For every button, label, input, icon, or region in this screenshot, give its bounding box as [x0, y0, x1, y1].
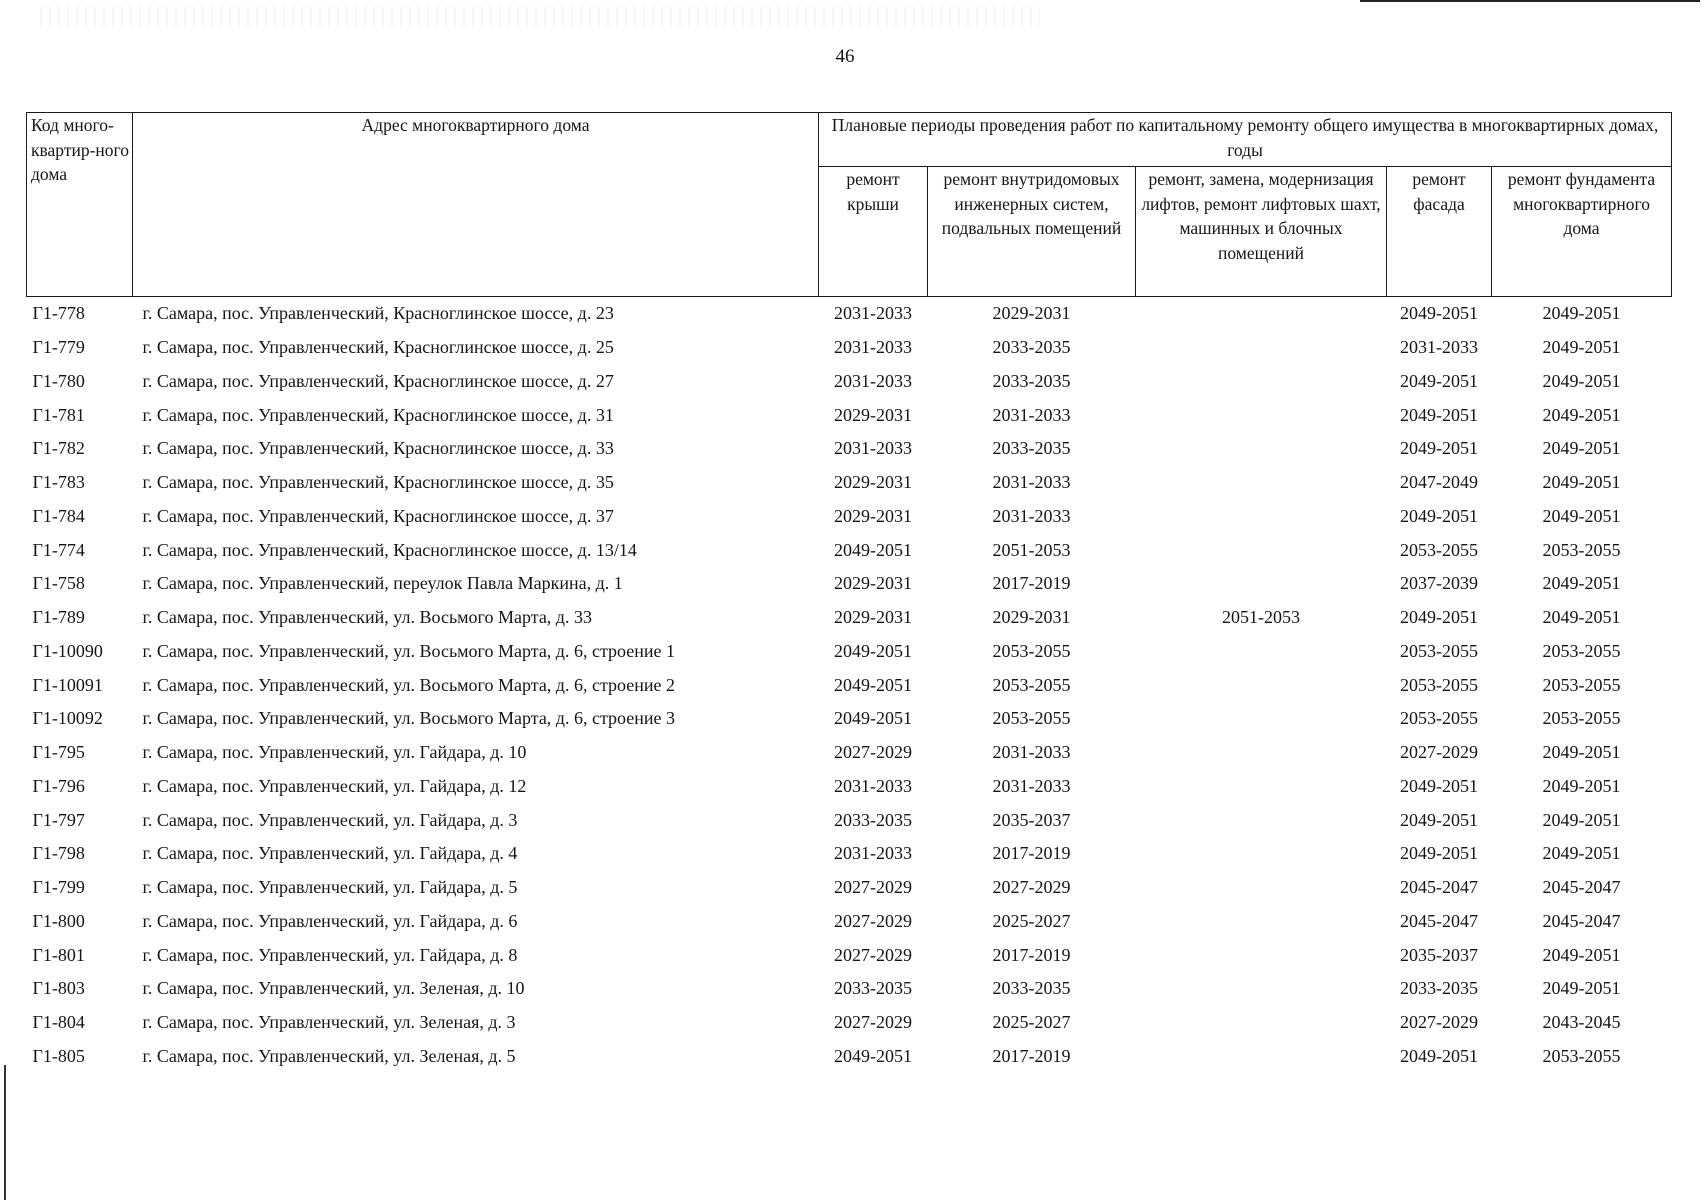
cell-lifts	[1136, 736, 1387, 770]
cell-roof: 2027-2029	[834, 910, 912, 931]
cell-foundation: 2049-2051	[1542, 742, 1621, 763]
header-roof-label: ремонт крыши	[846, 169, 900, 214]
cell-facade: 2049-2051	[1400, 505, 1478, 526]
cell-roof: 2049-2051	[834, 640, 912, 661]
cell-systems: 2033-2035	[992, 438, 1071, 459]
table-row	[27, 972, 1672, 1006]
cell-lifts: 2051-2053	[1222, 607, 1300, 628]
table-row	[27, 331, 1672, 365]
cell-roof: 2049-2051	[834, 539, 912, 560]
cell-roof: 2049-2051	[834, 708, 912, 729]
cell-foundation: 2053-2055	[1542, 708, 1621, 729]
cell-facade: 2045-2047	[1400, 877, 1478, 898]
table-row	[27, 668, 1672, 702]
cell-address: г. Самара, пос. Управленческий, ул. Гайдара, д. 12	[142, 775, 527, 796]
cell-systems: 2017-2019	[992, 573, 1071, 594]
table-header	[27, 113, 1672, 297]
cell-lifts	[1136, 803, 1387, 837]
cell-facade: 2049-2051	[1400, 843, 1478, 864]
cell-lifts	[1136, 770, 1387, 804]
cell-lifts	[1136, 331, 1387, 365]
cell-lifts	[1136, 702, 1387, 736]
table-row	[27, 297, 1672, 331]
table-row	[27, 702, 1672, 736]
cell-roof: 2027-2029	[834, 1012, 912, 1033]
cell-systems: 2029-2031	[992, 607, 1071, 628]
cell-facade: 2045-2047	[1400, 910, 1478, 931]
cell-facade: 2053-2055	[1400, 539, 1478, 560]
table-row	[27, 736, 1672, 770]
cell-roof: 2031-2033	[834, 303, 912, 324]
cell-code: Г1-796	[32, 775, 85, 796]
cell-systems: 2031-2033	[992, 404, 1071, 425]
cell-code: Г1-799	[32, 877, 85, 898]
cell-roof: 2033-2035	[834, 978, 912, 999]
cell-systems: 2031-2033	[992, 472, 1071, 493]
cell-foundation: 2049-2051	[1542, 775, 1621, 796]
header-periods	[819, 113, 1672, 167]
cell-address: г. Самара, пос. Управленческий, ул. Гайдара, д. 3	[142, 809, 518, 830]
cell-lifts	[1136, 1040, 1387, 1074]
cell-facade: 2037-2039	[1400, 573, 1478, 594]
cell-roof: 2027-2029	[834, 944, 912, 965]
cell-code: Г1-805	[32, 1045, 85, 1066]
scan-edge-line	[1360, 0, 1700, 2]
cell-roof: 2029-2031	[834, 607, 912, 628]
header-facade	[1387, 167, 1492, 297]
cell-address: г. Самара, пос. Управленческий, ул. Гайдара, д. 6	[142, 910, 518, 931]
header-periods-label: Плановые периоды проведения работ по капитальному ремонту общего имущества в многоквартирных домах, годы	[831, 115, 1659, 160]
table-row	[27, 871, 1672, 905]
cell-facade: 2035-2037	[1400, 944, 1478, 965]
cell-lifts	[1136, 500, 1387, 534]
cell-foundation: 2049-2051	[1542, 404, 1621, 425]
table-row	[27, 938, 1672, 972]
cell-code: Г1-797	[32, 809, 85, 830]
cell-code: Г1-10091	[32, 674, 103, 695]
cell-facade: 2049-2051	[1400, 303, 1478, 324]
cell-code: Г1-781	[32, 404, 85, 425]
header-code	[27, 113, 133, 297]
cell-foundation: 2043-2045	[1542, 1012, 1621, 1033]
cell-systems: 2017-2019	[992, 1045, 1071, 1066]
cell-foundation: 2049-2051	[1542, 843, 1621, 864]
cell-facade: 2033-2035	[1400, 978, 1478, 999]
cell-lifts	[1136, 466, 1387, 500]
cell-code: Г1-798	[32, 843, 85, 864]
cell-systems: 2017-2019	[992, 944, 1071, 965]
cell-roof: 2027-2029	[834, 742, 912, 763]
cell-address: г. Самара, пос. Управленческий, Красноглинское шоссе, д. 25	[142, 337, 614, 358]
cell-roof: 2029-2031	[834, 505, 912, 526]
table-row	[27, 1006, 1672, 1040]
cell-systems: 2017-2019	[992, 843, 1071, 864]
header-facade-label: ремонт фасада	[1412, 169, 1466, 214]
cell-lifts	[1136, 837, 1387, 871]
header-lifts-label: ремонт, замена, модернизация лифтов, ремонт лифтовых шахт, машинных и блочных помещений	[1141, 169, 1381, 263]
cell-address: г. Самара, пос. Управленческий, Красноглинское шоссе, д. 23	[142, 303, 614, 324]
page-number: 46	[835, 46, 855, 67]
table-row	[27, 803, 1672, 837]
header-systems-label: ремонт внутридомовых инженерных систем, подвальных помещений	[941, 169, 1122, 238]
cell-facade: 2049-2051	[1400, 438, 1478, 459]
cell-lifts	[1136, 635, 1387, 669]
cell-lifts	[1136, 905, 1387, 939]
cell-foundation: 2049-2051	[1542, 809, 1621, 830]
scan-edge-left	[4, 1065, 6, 1200]
cell-address: г. Самара, пос. Управленческий, Красноглинское шоссе, д. 35	[142, 472, 614, 493]
header-foundation-label: ремонт фундамента многоквартирного дома	[1507, 169, 1656, 238]
cell-facade: 2049-2051	[1400, 607, 1478, 628]
cell-code: Г1-784	[32, 505, 85, 526]
header-systems	[928, 167, 1136, 297]
header-code-label: Код много-квартир-ного дома	[31, 115, 130, 184]
table-row	[27, 567, 1672, 601]
cell-roof: 2027-2029	[834, 877, 912, 898]
table-body	[27, 297, 1672, 1074]
table-row	[27, 635, 1672, 669]
cell-systems: 2025-2027	[992, 910, 1071, 931]
cell-systems: 2029-2031	[992, 303, 1071, 324]
cell-roof: 2031-2033	[834, 843, 912, 864]
cell-roof: 2031-2033	[834, 438, 912, 459]
cell-facade: 2047-2049	[1400, 472, 1478, 493]
cell-code: Г1-804	[32, 1012, 85, 1033]
table-row	[27, 432, 1672, 466]
cell-systems: 2035-2037	[992, 809, 1071, 830]
cell-lifts	[1136, 533, 1387, 567]
cell-facade: 2053-2055	[1400, 708, 1478, 729]
cell-lifts	[1136, 297, 1387, 331]
cell-foundation: 2053-2055	[1542, 539, 1621, 560]
cell-systems: 2031-2033	[992, 742, 1071, 763]
cell-address: г. Самара, пос. Управленческий, Красноглинское шоссе, д. 37	[142, 505, 614, 526]
cell-facade: 2049-2051	[1400, 1045, 1478, 1066]
cell-facade: 2053-2055	[1400, 674, 1478, 695]
cell-address: г. Самара, пос. Управленческий, ул. Зеленая, д. 5	[142, 1045, 516, 1066]
cell-address: г. Самара, пос. Управленческий, Красноглинское шоссе, д. 31	[142, 404, 614, 425]
cell-foundation: 2049-2051	[1542, 944, 1621, 965]
cell-facade: 2027-2029	[1400, 1012, 1478, 1033]
cell-systems: 2033-2035	[992, 337, 1071, 358]
cell-code: Г1-782	[32, 438, 85, 459]
cell-foundation: 2049-2051	[1542, 978, 1621, 999]
cell-address: г. Самара, пос. Управленческий, Красноглинское шоссе, д. 27	[142, 370, 614, 391]
cell-code: Г1-10090	[32, 640, 103, 661]
cell-roof: 2033-2035	[834, 809, 912, 830]
cell-address: г. Самара, пос. Управленческий, ул. Восьмого Марта, д. 6, строение 3	[142, 708, 676, 729]
cell-code: Г1-10092	[32, 708, 103, 729]
cell-address: г. Самара, пос. Управленческий, ул. Зеленая, д. 3	[142, 1012, 516, 1033]
capital-repair-table	[26, 112, 1672, 1073]
cell-code: Г1-779	[32, 337, 85, 358]
cell-lifts	[1136, 972, 1387, 1006]
cell-address: г. Самара, пос. Управленческий, ул. Гайдара, д. 5	[142, 877, 518, 898]
cell-foundation: 2049-2051	[1542, 337, 1621, 358]
cell-foundation: 2049-2051	[1542, 438, 1621, 459]
table-row	[27, 365, 1672, 399]
cell-facade: 2027-2029	[1400, 742, 1478, 763]
cell-facade: 2053-2055	[1400, 640, 1478, 661]
cell-lifts	[1136, 398, 1387, 432]
cell-facade: 2031-2033	[1400, 337, 1478, 358]
cell-address: г. Самара, пос. Управленческий, Красноглинское шоссе, д. 33	[142, 438, 614, 459]
cell-code: Г1-789	[32, 607, 85, 628]
cell-systems: 2053-2055	[992, 708, 1071, 729]
scan-noise-top	[40, 6, 1040, 28]
cell-address: г. Самара, пос. Управленческий, ул. Восьмого Марта, д. 6, строение 1	[142, 640, 676, 661]
header-roof	[819, 167, 928, 297]
table-row	[27, 466, 1672, 500]
cell-code: Г1-800	[32, 910, 85, 931]
capital-repair-table-wrapper	[26, 112, 1671, 1073]
table-row	[27, 601, 1672, 635]
cell-code: Г1-803	[32, 978, 85, 999]
cell-foundation: 2049-2051	[1542, 303, 1621, 324]
cell-lifts	[1136, 432, 1387, 466]
cell-code: Г1-783	[32, 472, 85, 493]
cell-address: г. Самара, пос. Управленческий, Красноглинское шоссе, д. 13/14	[142, 539, 637, 560]
cell-roof: 2029-2031	[834, 573, 912, 594]
cell-foundation: 2049-2051	[1542, 573, 1621, 594]
cell-facade: 2049-2051	[1400, 404, 1478, 425]
cell-systems: 2031-2033	[992, 775, 1071, 796]
cell-roof: 2049-2051	[834, 1045, 912, 1066]
cell-lifts	[1136, 871, 1387, 905]
cell-code: Г1-795	[32, 742, 85, 763]
cell-code: Г1-801	[32, 944, 85, 965]
cell-systems: 2053-2055	[992, 640, 1071, 661]
header-address-label: Адрес многоквартирного дома	[361, 115, 590, 135]
cell-systems: 2053-2055	[992, 674, 1071, 695]
cell-foundation: 2049-2051	[1542, 505, 1621, 526]
cell-facade: 2049-2051	[1400, 775, 1478, 796]
cell-foundation: 2053-2055	[1542, 674, 1621, 695]
cell-roof: 2031-2033	[834, 775, 912, 796]
cell-code: Г1-774	[32, 539, 85, 560]
cell-foundation: 2049-2051	[1542, 472, 1621, 493]
cell-systems: 2051-2053	[992, 539, 1071, 560]
table-row	[27, 905, 1672, 939]
header-lifts	[1136, 167, 1387, 297]
table-row	[27, 500, 1672, 534]
cell-foundation: 2045-2047	[1542, 910, 1621, 931]
cell-foundation: 2049-2051	[1542, 607, 1621, 628]
table-row	[27, 533, 1672, 567]
cell-lifts	[1136, 567, 1387, 601]
cell-address: г. Самара, пос. Управленческий, ул. Восьмого Марта, д. 6, строение 2	[142, 674, 676, 695]
cell-address: г. Самара, пос. Управленческий, ул. Гайдара, д. 4	[142, 843, 518, 864]
header-address	[133, 113, 819, 297]
cell-foundation: 2053-2055	[1542, 640, 1621, 661]
cell-address: г. Самара, пос. Управленческий, ул. Гайдара, д. 10	[142, 742, 527, 763]
cell-code: Г1-758	[32, 573, 85, 594]
cell-facade: 2049-2051	[1400, 370, 1478, 391]
cell-code: Г1-778	[32, 303, 85, 324]
cell-roof: 2029-2031	[834, 404, 912, 425]
cell-foundation: 2045-2047	[1542, 877, 1621, 898]
cell-facade: 2049-2051	[1400, 809, 1478, 830]
table-row	[27, 1040, 1672, 1074]
table-row	[27, 770, 1672, 804]
cell-systems: 2025-2027	[992, 1012, 1071, 1033]
cell-address: г. Самара, пос. Управленческий, ул. Гайдара, д. 8	[142, 944, 518, 965]
cell-foundation: 2053-2055	[1542, 1045, 1621, 1066]
cell-roof: 2029-2031	[834, 472, 912, 493]
cell-systems: 2031-2033	[992, 505, 1071, 526]
table-row	[27, 398, 1672, 432]
cell-address: г. Самара, пос. Управленческий, переулок Павла Маркина, д. 1	[142, 573, 623, 594]
table-row	[27, 837, 1672, 871]
cell-lifts	[1136, 668, 1387, 702]
cell-address: г. Самара, пос. Управленческий, ул. Зеленая, д. 10	[142, 978, 525, 999]
cell-roof: 2031-2033	[834, 337, 912, 358]
header-foundation	[1492, 167, 1672, 297]
cell-lifts	[1136, 365, 1387, 399]
cell-foundation: 2049-2051	[1542, 370, 1621, 391]
cell-systems: 2033-2035	[992, 370, 1071, 391]
cell-address: г. Самара, пос. Управленческий, ул. Восьмого Марта, д. 33	[142, 607, 592, 628]
cell-lifts	[1136, 938, 1387, 972]
cell-systems: 2033-2035	[992, 978, 1071, 999]
cell-roof: 2049-2051	[834, 674, 912, 695]
cell-lifts	[1136, 1006, 1387, 1040]
cell-roof: 2031-2033	[834, 370, 912, 391]
cell-systems: 2027-2029	[992, 877, 1071, 898]
cell-code: Г1-780	[32, 370, 85, 391]
